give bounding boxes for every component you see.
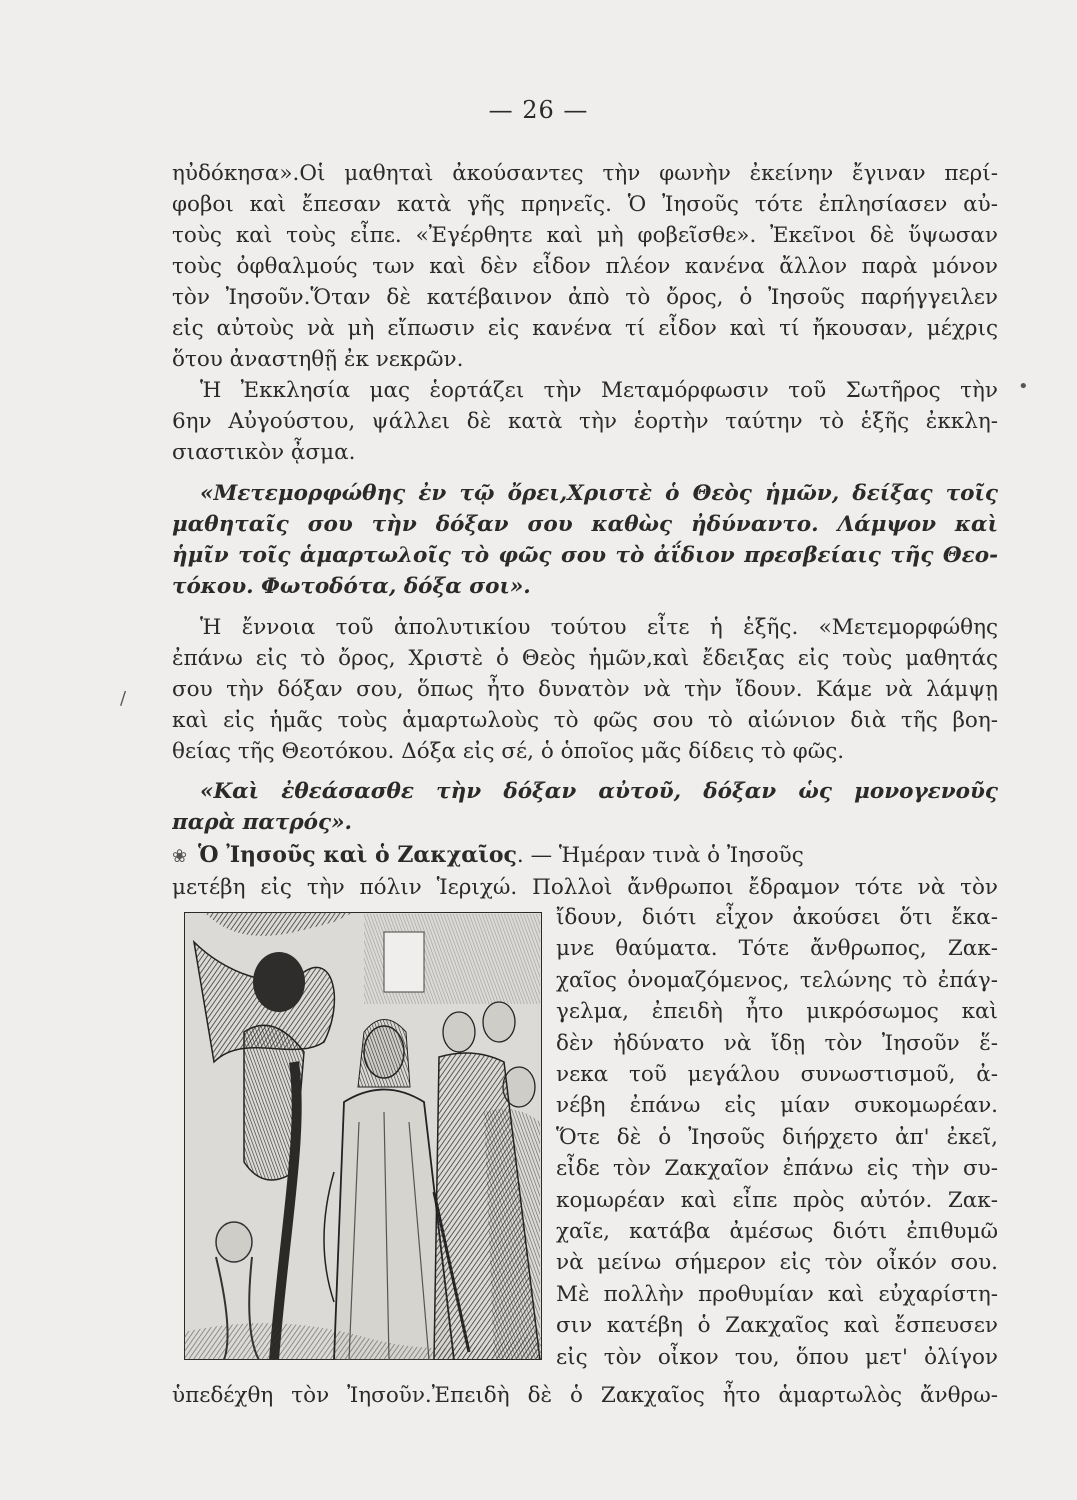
text-line: φοβοι καὶ ἔπεσαν κατὰ γῆς πρηνεῖς. Ὁ Ἰησοῦς τότε ἐπλησίασεν αὐ- xyxy=(172,192,998,217)
body-paragraphs xyxy=(172,158,998,468)
hymn-line: «Μετεμορφώθης ἐν τῷ ὄρει,Χριστὲ ὁ Θεὸς ἡμῶν, δείξας τοῖς xyxy=(200,481,998,506)
section-heading-line xyxy=(172,840,998,872)
text-line: ὑπεδέχθη τὸν Ἰησοῦν.Ἐπειδὴ δὲ ὁ Ζακχαῖος ἦτο ἁμαρτωλὸς ἄνθρω- xyxy=(172,1383,998,1408)
text-line: ηὐδόκησα».Οἱ μαθηταὶ ἀκούσαντες τὴν φωνὴν ἐκείνην ἔγιναν περί- xyxy=(172,161,998,186)
text-line: νεκα τοῦ μεγάλου συνωστισμοῦ, ἀ- xyxy=(556,1062,998,1088)
hymn-line: μαθηταῖς σου τὴν δόξαν σου καθὼς ἠδύναντο. Λάμψον καὶ xyxy=(172,512,998,537)
text-line: χαῖε, κατάβα ἀμέσως διότι ἐπιθυμῶ xyxy=(556,1219,998,1245)
text-line: τοὺς ὀφθαλμούς των καὶ δὲν εἶδον πλέον κανένα ἄλλον παρὰ μόνον xyxy=(172,254,998,279)
text-line: μετέβη εἰς τὴν πόλιν Ἱεριχώ. Πολλοὶ ἄνθρωποι ἔδραμον τότε νὰ τὸν xyxy=(172,875,998,900)
text-line: σιαστικὸν ᾆσμα. xyxy=(172,440,356,465)
bottom-text-line xyxy=(172,1380,998,1411)
text-line: καὶ εἰς ἡμᾶς τοὺς ἁμαρτωλοὺς τὸ φῶς σου τὸ αἰώνιον διὰ τῆς βοη- xyxy=(172,708,998,733)
text-line: σου τὴν δόξαν σου, ὅπως ἦτο δυνατὸν νὰ τὴν ἴδουν. Κάμε νὰ λάμψῃ xyxy=(172,677,998,702)
text-line: Ὅτε δὲ ὁ Ἰησοῦς διήρχετο ἀπ' ἐκεῖ, xyxy=(556,1124,998,1150)
text-line: γελμα, ἐπειδὴ ἦτο μικρόσωμος καὶ xyxy=(556,999,998,1025)
text-line: σιν κατέβη ὁ Ζακχαῖος καὶ ἔσπευσεν xyxy=(556,1313,998,1339)
text-line: κομωρέαν καὶ εἶπε πρὸς αὐτόν. Ζακ- xyxy=(556,1187,998,1213)
margin-dot-mark: • xyxy=(1018,376,1029,397)
section-title: Ὁ Ἰησοῦς καὶ ὁ Ζακχαῖος xyxy=(198,842,517,868)
apolytikion-hymn xyxy=(172,478,998,602)
scripture-quote xyxy=(172,776,998,838)
text-line: τὸν Ἰησοῦν.Ὅταν δὲ κατέβαινον ἀπὸ τὸ ὄρος, ὁ Ἰησοῦς παρήγγειλεν xyxy=(172,285,998,310)
text-line: νὰ μείνω σήμερον εἰς τὸν οἶκόν σου. xyxy=(556,1250,998,1276)
page-number: — 26 — xyxy=(488,96,589,124)
christ-and-zacchaeus-engraving xyxy=(184,912,542,1360)
text-line: Μὲ πολλὴν προθυμίαν καὶ εὐχαρίστη- xyxy=(556,1281,998,1307)
hymn-line: ἡμῖν τοῖς ἁμαρτωλοῖς τὸ φῶς σου τὸ ἀΐδιον πρεσβείαις τῆς Θεο- xyxy=(172,543,998,568)
text-line: μνε θαύματα. Τότε ἄνθρωπος, Ζακ- xyxy=(556,936,998,962)
text-line: τοὺς καὶ τοὺς εἶπε. «Ἐγέρθητε καὶ μὴ φοβεῖσθε». Ἐκεῖνοι δὲ ὕψωσαν xyxy=(172,223,998,248)
quote-line: «Καὶ ἐθεάσασθε τὴν δόξαν αὐτοῦ, δόξαν ὡς μονογενοῦς xyxy=(200,779,998,804)
quote-line: παρὰ πατρός». xyxy=(172,810,353,835)
text-line: 6ην Αὐγούστου, ψάλλει δὲ κατὰ τὴν ἑορτὴν ταύτην τὸ ἑξῆς ἐκκλη- xyxy=(172,409,998,434)
text-line: δὲν ἠδύνατο νὰ ἴδῃ τὸν Ἰησοῦν ἕ- xyxy=(556,1030,998,1056)
text-line: Ἡ Ἐκκλησία μας ἑορτάζει τὴν Μεταμόρφωσιν τοῦ Σωτῆρος τὴν xyxy=(200,378,998,403)
text-line: νέβη ἐπάνω εἰς μίαν συκομωρέαν. xyxy=(556,1093,998,1119)
text-line: εἰς τὸν οἶκον του, ὅπου μετ' ὀλίγον xyxy=(556,1344,998,1370)
margin-slash-mark: / xyxy=(120,688,127,709)
text-line: θείας τῆς Θεοτόκου. Δόξα εἰς σέ, ὁ ὁποῖος μᾶς δίδεις τὸ φῶς. xyxy=(172,739,845,764)
hymn-line: τόκου. Φωτοδότα, δόξα σοι». xyxy=(172,574,531,599)
meaning-paragraph xyxy=(172,612,998,767)
text-line: χαῖος ὀνομαζόμενος, τελώνης τὸ ἐπάγ- xyxy=(556,967,998,993)
text-line: ἐπάνω εἰς τὸ ὄρος, Χριστὲ ὁ Θεὸς ἡμῶν,καὶ ἔδειξας εἰς τοὺς μαθητάς xyxy=(172,646,998,671)
text-line: ἴδουν, διότι εἶχον ἀκούσει ὅτι ἔκα- xyxy=(556,905,998,930)
text-line: ὅτου ἀναστηθῇ ἐκ νεκρῶν. xyxy=(172,347,464,372)
text-line: εἶδε τὸν Ζακχαῖον ἐπάνω εἰς τὴν συ- xyxy=(556,1156,998,1182)
section-first-line: . — Ἡμέραν τινὰ ὁ Ἰησοῦς xyxy=(516,843,804,868)
wrapped-text-column xyxy=(556,902,998,1373)
text-line: Ἡ ἔννοια τοῦ ἀπολυτικίου τούτου εἶτε ἡ ἑξῆς. «Μετεμορφώθης xyxy=(200,615,998,640)
text-line: εἰς αὐτοὺς νὰ μὴ εἴπωσιν εἰς κανένα τί εἶδον καὶ τί ἤκουσαν, μέχρις xyxy=(172,316,998,341)
flower-ornament-icon: ❀ xyxy=(172,846,188,867)
zacchaeus-section-opening xyxy=(172,840,998,903)
